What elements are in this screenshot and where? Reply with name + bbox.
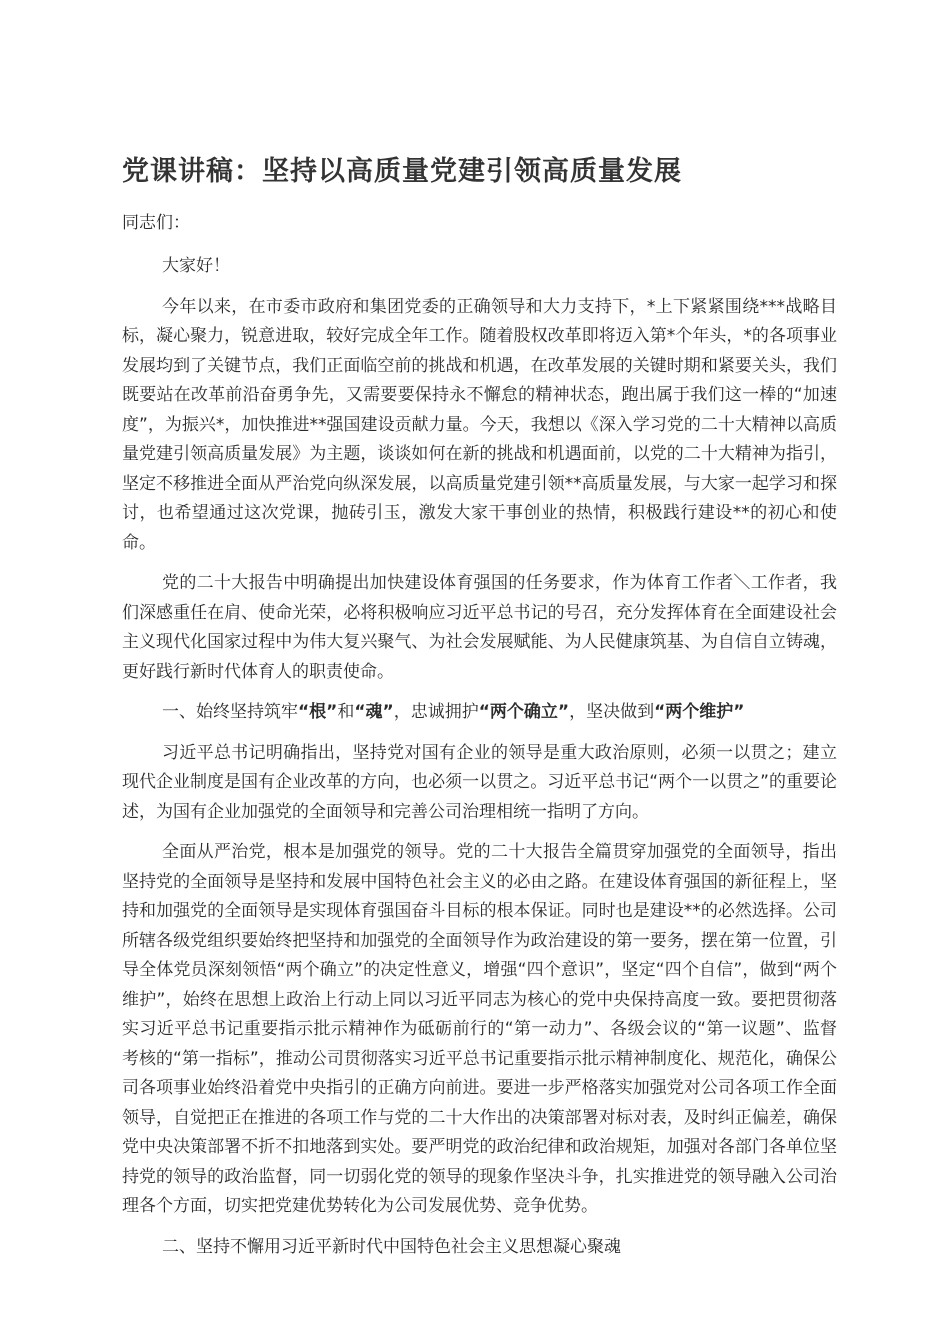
section-1-paragraph: 全面从严治党，根本是加强党的领导。党的二十大报告全篇贯穿加强党的全面领导，指出坚持党的全面领导是坚持和发展中国特色社会主义的必由之路。在建设体育强国的新征程上，坚持和加强党的全面领导是实现体育强国奋斗目标的根本保证。同时也是建设**的必然选择。公司所辖各级党组织要始终把坚持和加强党的全面领导作为政治建设的第一要务，摆在第一位置，引导全体党员深刻领悟“两个确立”的决定性意义，增强“四个意识”，坚定“四个自信”，做到“两个维护”，始终在思想上政治上行动上同以习近平同志为核心的党中央保持高度一致。要把贯彻落实习近平总书记重要指示批示精神作为砥砺前行的“第一动力”、各级会议的“第一议题”、监督考核的“第一指标”，推动公司贯彻落实习近平总书记重要指示批示精神制度化、规范化，确保公司各项事业始终沿着党中央指引的正确方向前进。要进一步严格落实加强党对公司各项工作全面领导，自觉把正在推进的各项工作与党的二十大作出的决策部署对标对表，及时纠正偏差，确保党中央决策部署不折不扣地落到实处。要严明党的政治纪律和政治规矩，加强对各部门各单位坚持党的领导的政治监督，同一切弱化党的领导的现象作坚决斗争，扎实推进党的领导融入公司治理各个方面，切实把党建优势转化为公司发展优势、竞争优势。 <box>122 842 837 1216</box>
salutation: 同志们： <box>122 213 190 233</box>
intro-paragraph: 今年以来，在市委市政府和集团党委的正确领导和大力支持下，*上下紧紧围绕***战略目标，凝心聚力，锐意进取，较好完成全年工作。随着股权改革即将迈入第*个年头，*的各项事业发展均到了关键节点，我们正面临空前的挑战和机遇，在改革发展的关键时期和紧要关头，我们既要站在改革前沿奋勇争先，又需要要保持永不懈怠的精神状态，跑出属于我们这一棒的“加速度”，为振兴*，加快推进**强国建设贡献力量。今天，我想以《深入学习党的二十大精神以高质量党建引领高质量发展》为主题，谈谈如何在新的挑战和机遇面前，以党的二十大精神为指引，坚定不移推进全面从严治党向纵深发展，以高质量党建引领**高质量发展，与大家一起学习和探讨，也希望通过这次党课，抛砖引玉，激发大家干事创业的热情，积极践行建设**的初心和使命。 <box>122 296 837 553</box>
section-1-paragraph: 习近平总书记明确指出，坚持党对国有企业的领导是重大政治原则，必须一以贯之；建立现代企业制度是国有企业改革的方向，也必须一以贯之。习近平总书记“两个一以贯之”的重要论述，为国有企业加强党的全面领导和完善公司治理相统一指明了方向。 <box>122 742 837 822</box>
section-heading-2: 二、坚持不懈用习近平新时代中国特色社会主义思想凝心聚魂 <box>162 1236 621 1257</box>
section-heading-1 <box>122 698 837 728</box>
heading-1-part: 一、始终坚持筑牢 <box>162 702 298 722</box>
context-paragraph: 党的二十大报告中明确提出加快建设体育强国的任务要求，作为体育工作者＼工作者，我们深感重任在肩、使命光荣，必将积极响应习近平总书记的号召，充分发挥体育在全面建设社会主义现代化国家过程中为伟大复兴聚气、为社会发展赋能、为人民健康筑基、为自信自立铸魂，更好践行新时代体育人的职责使命。 <box>122 573 837 682</box>
heading-1-part: “两个维护” <box>654 702 745 722</box>
heading-1-part: ，忠诚拥护 <box>393 702 479 722</box>
document-title: 党课讲稿：坚持以高质量党建引领高质量发展 <box>122 156 682 187</box>
greeting-paragraph: 大家好！ <box>162 256 230 276</box>
document-body <box>122 150 837 1273</box>
heading-1-part: 和 <box>337 702 355 722</box>
heading-1-part: “魂” <box>354 702 394 722</box>
heading-1-part: “根” <box>298 702 338 722</box>
heading-1-part: “两个确立” <box>478 702 570 722</box>
heading-1-part: ，坚决做到 <box>569 702 655 722</box>
